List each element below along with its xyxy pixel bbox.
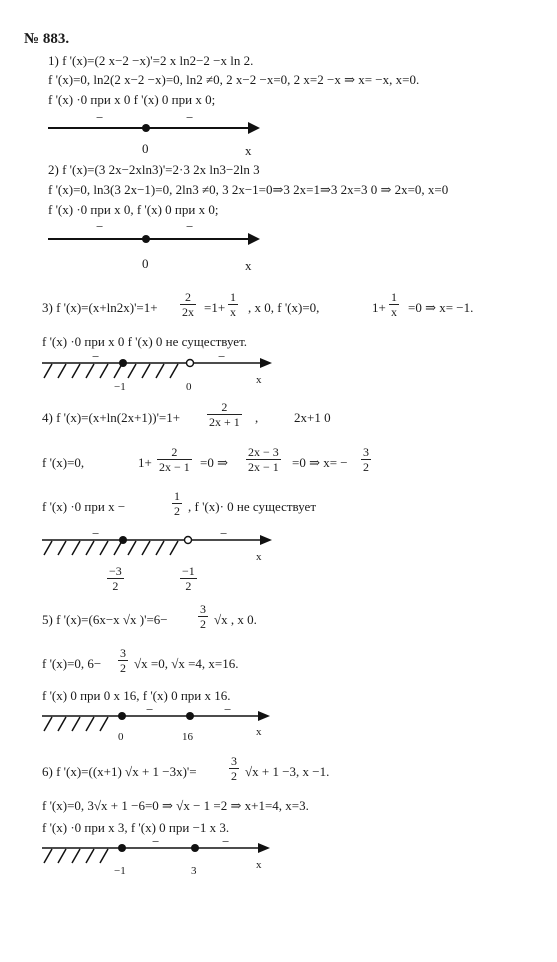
problem-number: № 883. [24,31,70,47]
p6-sign-line: f '(x) ·0 при x 3, f '(x) 0 при −1 x 3. [42,820,230,835]
p4-sign-line-start: f '(x) ·0 при x − [42,499,126,514]
p4-sign-line-end: , f '(x)· 0 не существует [188,499,317,514]
p2-sign-line: f '(x) ·0 при x 0, f '(x) 0 при x 0; [48,202,219,217]
p5-derivative-start: 5) f '(x)=(6x−x √x )'=6− [42,612,168,627]
p5-sign-line: f '(x) 0 при 0 x 16, f '(x) 0 при x 16. [42,688,231,703]
p4-frac-3-over-2: $\frac{3}{2}$ [363,445,369,474]
p3-frac-2-over-2x: $\frac{2}{2x}$ [182,290,194,319]
p2-sign-left: − [96,219,104,234]
p5-sign-left: − [146,702,154,717]
p4-eq-arrow: =0 ⇒ [200,455,228,470]
p1-tick-zero: 0 [142,141,149,156]
p1-equation-line: f '(x)=0, ln2(2 x−2 −x)=0, ln2 ≠0, 2 x−2 −x=0, 2 x=2 −x ⇒ x= −x, x=0. [48,72,420,87]
p2-tick-zero: 0 [142,256,149,271]
p2-derivative-line: 2) f '(x)=(3 2x−2xln3)'=2·3 2x ln3−2ln 3 [48,162,260,177]
p4-domain: 2x+1 0 [294,410,331,425]
p5-derivative-end: √x , x 0. [214,612,257,627]
p4-frac-2x-3-over-2x-1: $\frac{2x - 3}{2x - 1}$ [248,445,279,474]
p4-frac-2-over-2x-plus-1: $\frac{2}{2x + 1}$ [209,400,240,429]
p3-eq-result: =0 ⇒ x= −1. [408,300,474,315]
p6-equation-line: f '(x)=0, 3√x + 1 −6=0 ⇒ √x − 1 =2 ⇒ x+1=4, x=3. [42,798,309,813]
p5-axis-label: x [256,726,262,738]
p6-tick-three: 3 [191,865,197,877]
p4-tick-minus-three-halves: $\frac{-3}{2}$ [109,564,122,593]
p3-frac-1-over-x-b: $\frac{1}{x}$ [391,290,397,319]
p5-frac-3-over-2-b: $\frac{3}{2}$ [120,646,126,675]
p4-comma: , [255,410,259,425]
p4-tick-minus-one-half: $\frac{-1}{2}$ [182,564,195,593]
p1-sign-left: − [96,110,104,125]
p2-equation-line: f '(x)=0, ln3(3 2x−1)=0, 2ln3 ≠0, 3 2x−1=0⇒3 2x=1⇒3 2x=3 0 ⇒ 2x=0, x=0 [48,182,449,197]
p3-axis-label: x [256,374,262,386]
p1-axis-label: x [245,143,252,158]
p4-axis-label: x [256,551,262,563]
p5-tick-sixteen: 16 [182,731,193,743]
p1-sign-right: − [186,110,194,125]
p3-frac-1-over-x: $\frac{1}{x}$ [230,290,236,319]
p4-frac-1-over-2: $\frac{1}{2}$ [174,489,180,518]
p1-sign-line: f '(x) ·0 при x 0 f '(x) 0 при x 0; [48,92,216,107]
p6-derivative-start: 6) f '(x)=((x+1) √x + 1 −3x)'= [42,764,197,779]
p4-frac-2-over-2x-minus-1: $\frac{2}{2x - 1}$ [159,445,190,474]
p6-tick-minus-one: −1 [114,865,126,877]
p4-sign-left: − [92,526,100,541]
p6-sign-right: − [222,834,230,849]
p3-tick-zero: 0 [186,381,192,393]
p6-derivative-end: √x + 1 −3, x −1. [245,764,330,779]
p3-sign-line: f '(x) ·0 при x 0 f '(x) 0 не существует. [42,334,248,349]
p3-derivative-start: 3) f '(x)=(x+ln2x)'=1+ [42,300,158,315]
p5-frac-3-over-2: $\frac{3}{2}$ [200,602,206,631]
p4-tick-minus-sign-b: − [182,564,189,578]
p5-eq-start: f '(x)=0, 6− [42,656,102,671]
p3-equals: =1+ [204,300,226,315]
p5-tick-zero: 0 [118,731,124,743]
p4-sign-right: − [220,526,228,541]
p1-derivative-line: 1) f '(x)=(2 x−2 −x)'=2 x ln2−2 −x ln 2. [48,53,254,68]
p2-axis-label: x [245,258,252,273]
p5-eq-end: √x =0, √x =4, x=16. [134,656,239,671]
p6-sign-left: − [152,834,160,849]
p4-eq-one-plus: 1+ [138,455,152,470]
p3-domain: , x 0, f '(x)=0, [248,300,320,315]
p6-frac-3-over-2: $\frac{3}{2}$ [231,754,237,783]
p3-eq-start: 1+ [372,300,386,315]
p3-tick-minus-one: −1 [114,381,126,393]
p3-sign-right: − [218,349,226,364]
p3-sign-left: − [92,349,100,364]
p2-sign-right: − [186,219,194,234]
p4-derivative-start: 4) f '(x)=(x+ln(2x+1))'=1+ [42,410,181,425]
p6-axis-label: x [256,859,262,871]
p4-eq-start: f '(x)=0, [42,455,85,470]
p4-tick-minus-sign: − [109,564,116,578]
p4-eq-result: =0 ⇒ x= − [292,455,348,470]
p5-sign-right: − [224,702,232,717]
